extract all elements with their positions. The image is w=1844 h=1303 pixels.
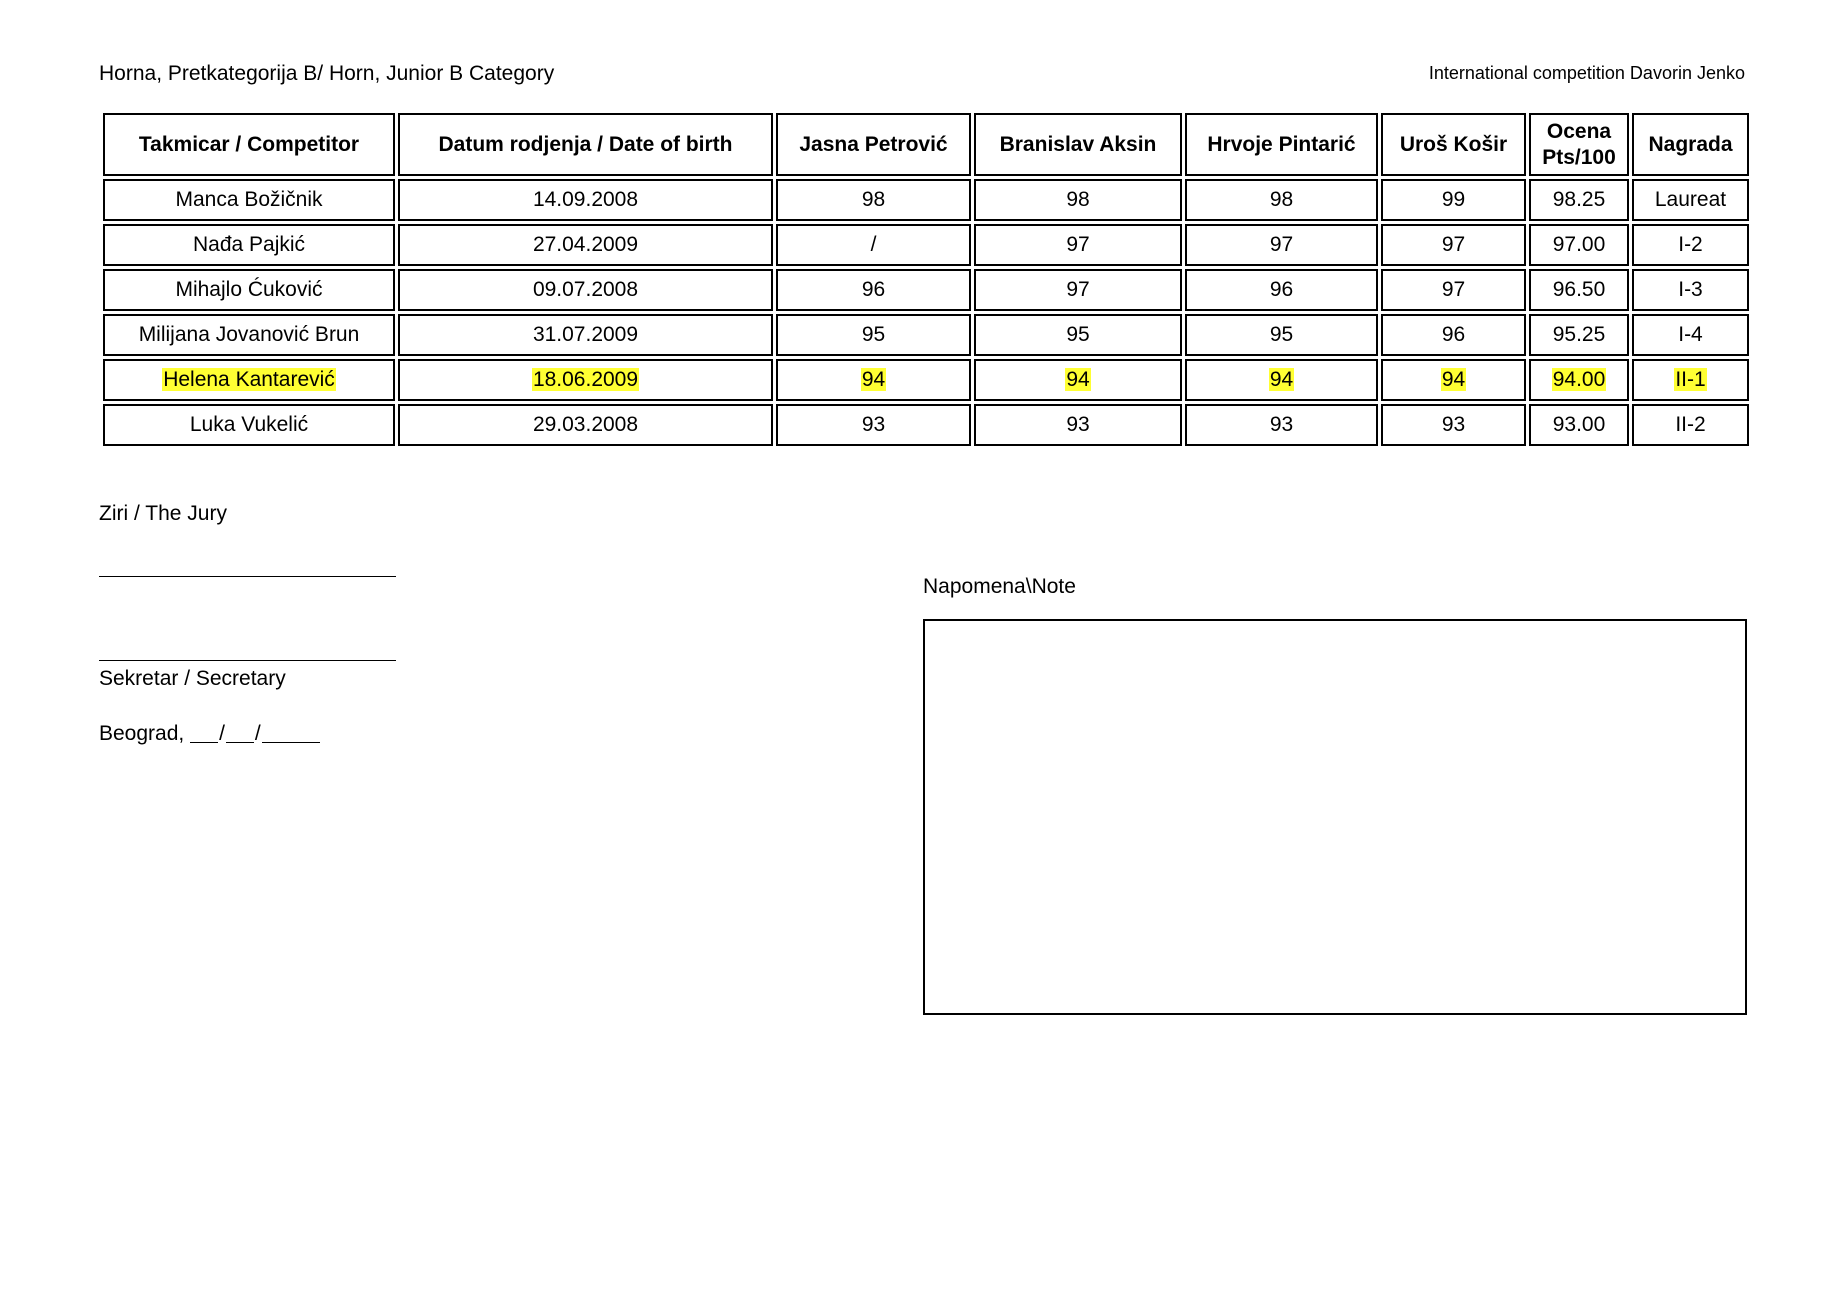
award: I-2 <box>1678 233 1703 256</box>
award-cell <box>1632 269 1749 311</box>
final-score-cell <box>1529 179 1629 221</box>
judge-3-score: 93 <box>1269 413 1294 436</box>
competitor-name-cell <box>103 179 395 221</box>
date-of-birth: 14.09.2008 <box>532 188 639 211</box>
judge-3-score-cell <box>1185 269 1378 311</box>
judge-4-score-cell <box>1381 179 1526 221</box>
judge-2-score-cell <box>974 269 1182 311</box>
judge-3-score-cell <box>1185 314 1378 356</box>
judge-1-score: 96 <box>861 278 886 301</box>
judge-2-score-cell <box>974 314 1182 356</box>
judge-2-score: 95 <box>1066 323 1090 346</box>
judge-3-score-cell <box>1185 224 1378 266</box>
judge-4-score: 94 <box>1441 368 1466 391</box>
judge-4-score: 97 <box>1441 278 1466 301</box>
judge-3-score: 97 <box>1269 233 1294 256</box>
date-of-birth: 18.06.2009 <box>532 368 639 391</box>
date-of-birth-cell <box>398 359 773 401</box>
judge-2-score-cell <box>974 224 1182 266</box>
table-row <box>103 179 1749 221</box>
month-blank <box>226 722 254 743</box>
judge-1-score: 98 <box>861 188 886 211</box>
judge-3-score: 94 <box>1269 368 1294 391</box>
judge-4-score-cell <box>1381 404 1526 446</box>
final-score: 93.00 <box>1552 413 1606 436</box>
date-of-birth: 31.07.2009 <box>532 323 639 346</box>
note-label: Napomena\Note <box>923 575 1076 598</box>
competition-name: International competition Davorin Jenko <box>1428 63 1745 83</box>
judge-1-score-cell <box>776 179 971 221</box>
competitor-name-cell <box>103 269 395 311</box>
award: II-2 <box>1675 413 1706 436</box>
competitor-name-cell <box>103 224 395 266</box>
column-header-judge-4: Uroš Košir <box>1381 113 1526 176</box>
award-cell <box>1632 179 1749 221</box>
note-box <box>923 619 1747 1015</box>
document-title: Horna, Pretkategorija B/ Horn, Junior B Category <box>99 62 555 85</box>
judge-1-score-cell <box>776 404 971 446</box>
date-of-birth-cell <box>398 224 773 266</box>
judge-4-score-cell <box>1381 269 1526 311</box>
judge-3-score-cell <box>1185 359 1378 401</box>
award: I-4 <box>1678 323 1703 346</box>
judge-1-score-cell <box>776 224 971 266</box>
jury-signature-line <box>99 576 396 577</box>
final-score: 97.00 <box>1552 233 1606 256</box>
final-score-cell <box>1529 314 1629 356</box>
results-body <box>103 179 1749 446</box>
day-blank <box>190 722 218 743</box>
table-row <box>103 314 1749 356</box>
award-cell <box>1632 224 1749 266</box>
year-blank <box>262 722 320 743</box>
date-separator: / <box>219 722 225 745</box>
table-row <box>103 269 1749 311</box>
award: Laureat <box>1654 188 1727 211</box>
judge-4-score-cell <box>1381 314 1526 356</box>
judge-1-score-cell <box>776 269 971 311</box>
date-separator: / <box>254 722 261 745</box>
judge-3-score: 95 <box>1269 323 1294 346</box>
final-score-cell <box>1529 404 1629 446</box>
final-score-cell <box>1529 359 1629 401</box>
date-of-birth: 09.07.2008 <box>532 278 639 301</box>
secretary-signature-line <box>99 660 396 661</box>
judge-3-score: 98 <box>1269 188 1294 211</box>
judge-2-score: 97 <box>1066 233 1090 256</box>
date-of-birth-cell <box>398 179 773 221</box>
final-score: 95.25 <box>1552 323 1606 346</box>
judge-1-score-cell <box>776 359 971 401</box>
date-of-birth: 29.03.2008 <box>532 413 639 436</box>
judge-2-score-cell <box>974 359 1182 401</box>
judge-2-score: 97 <box>1066 278 1090 301</box>
column-header-competitor: Takmicar / Competitor <box>103 113 395 176</box>
award-cell <box>1632 404 1749 446</box>
competitor-name: Helena Kantarević <box>163 368 335 391</box>
competitor-name: Mihajlo Ćuković <box>175 278 323 301</box>
table-row <box>103 224 1749 266</box>
judge-3-score: 96 <box>1269 278 1294 301</box>
competitor-name: Milijana Jovanović Brun <box>138 323 360 346</box>
competitor-name-cell <box>103 314 395 356</box>
score-header-line-2: Pts/100 <box>1542 145 1616 169</box>
jury-label: Ziri / The Jury <box>99 502 227 525</box>
column-header-judge-2: Branislav Aksin <box>974 113 1182 176</box>
judge-4-score: 99 <box>1441 188 1466 211</box>
judge-2-score: 94 <box>1066 368 1090 391</box>
judge-4-score: 93 <box>1441 413 1466 436</box>
place-label: Beograd, <box>99 722 185 745</box>
judge-1-score-cell <box>776 314 971 356</box>
final-score-cell <box>1529 269 1629 311</box>
award-cell <box>1632 314 1749 356</box>
final-score: 96.50 <box>1552 278 1606 301</box>
judge-3-score-cell <box>1185 179 1378 221</box>
competitor-name: Luka Vukelić <box>189 413 309 436</box>
judge-1-score: 93 <box>861 413 886 436</box>
table-row <box>103 404 1749 446</box>
judge-2-score: 98 <box>1066 188 1090 211</box>
judge-2-score-cell <box>974 404 1182 446</box>
date-of-birth-cell <box>398 404 773 446</box>
judge-2-score-cell <box>974 179 1182 221</box>
judge-1-score: / <box>870 233 877 256</box>
judge-3-score-cell <box>1185 404 1378 446</box>
table-header-row <box>103 113 1749 176</box>
judge-4-score: 97 <box>1441 233 1466 256</box>
judge-4-score-cell <box>1381 224 1526 266</box>
place-date <box>99 722 320 746</box>
date-of-birth-cell <box>398 314 773 356</box>
final-score: 98.25 <box>1552 188 1606 211</box>
table-row <box>103 359 1749 401</box>
column-header-score <box>1529 113 1629 176</box>
results-table <box>100 110 1752 449</box>
final-score-cell <box>1529 224 1629 266</box>
secretary-label: Sekretar / Secretary <box>99 667 286 690</box>
judge-2-score: 93 <box>1066 413 1090 436</box>
judge-4-score-cell <box>1381 359 1526 401</box>
award: II-1 <box>1675 368 1706 391</box>
date-of-birth: 27.04.2009 <box>532 233 639 256</box>
final-score: 94.00 <box>1552 368 1606 391</box>
competitor-name: Nađa Pajkić <box>192 233 306 256</box>
column-header-award: Nagrada <box>1632 113 1749 176</box>
column-header-judge-3: Hrvoje Pintarić <box>1185 113 1378 176</box>
column-header-judge-1: Jasna Petrović <box>776 113 971 176</box>
judge-1-score: 95 <box>861 323 886 346</box>
judge-4-score: 96 <box>1441 323 1466 346</box>
score-header-line-1: Ocena <box>1546 119 1612 143</box>
competitor-name-cell <box>103 359 395 401</box>
competitor-name-cell <box>103 404 395 446</box>
judge-1-score: 94 <box>861 368 886 391</box>
award-cell <box>1632 359 1749 401</box>
competitor-name: Manca Božičnik <box>175 188 323 211</box>
column-header-date-of-birth: Datum rodjenja / Date of birth <box>398 113 773 176</box>
award: I-3 <box>1678 278 1703 301</box>
date-of-birth-cell <box>398 269 773 311</box>
